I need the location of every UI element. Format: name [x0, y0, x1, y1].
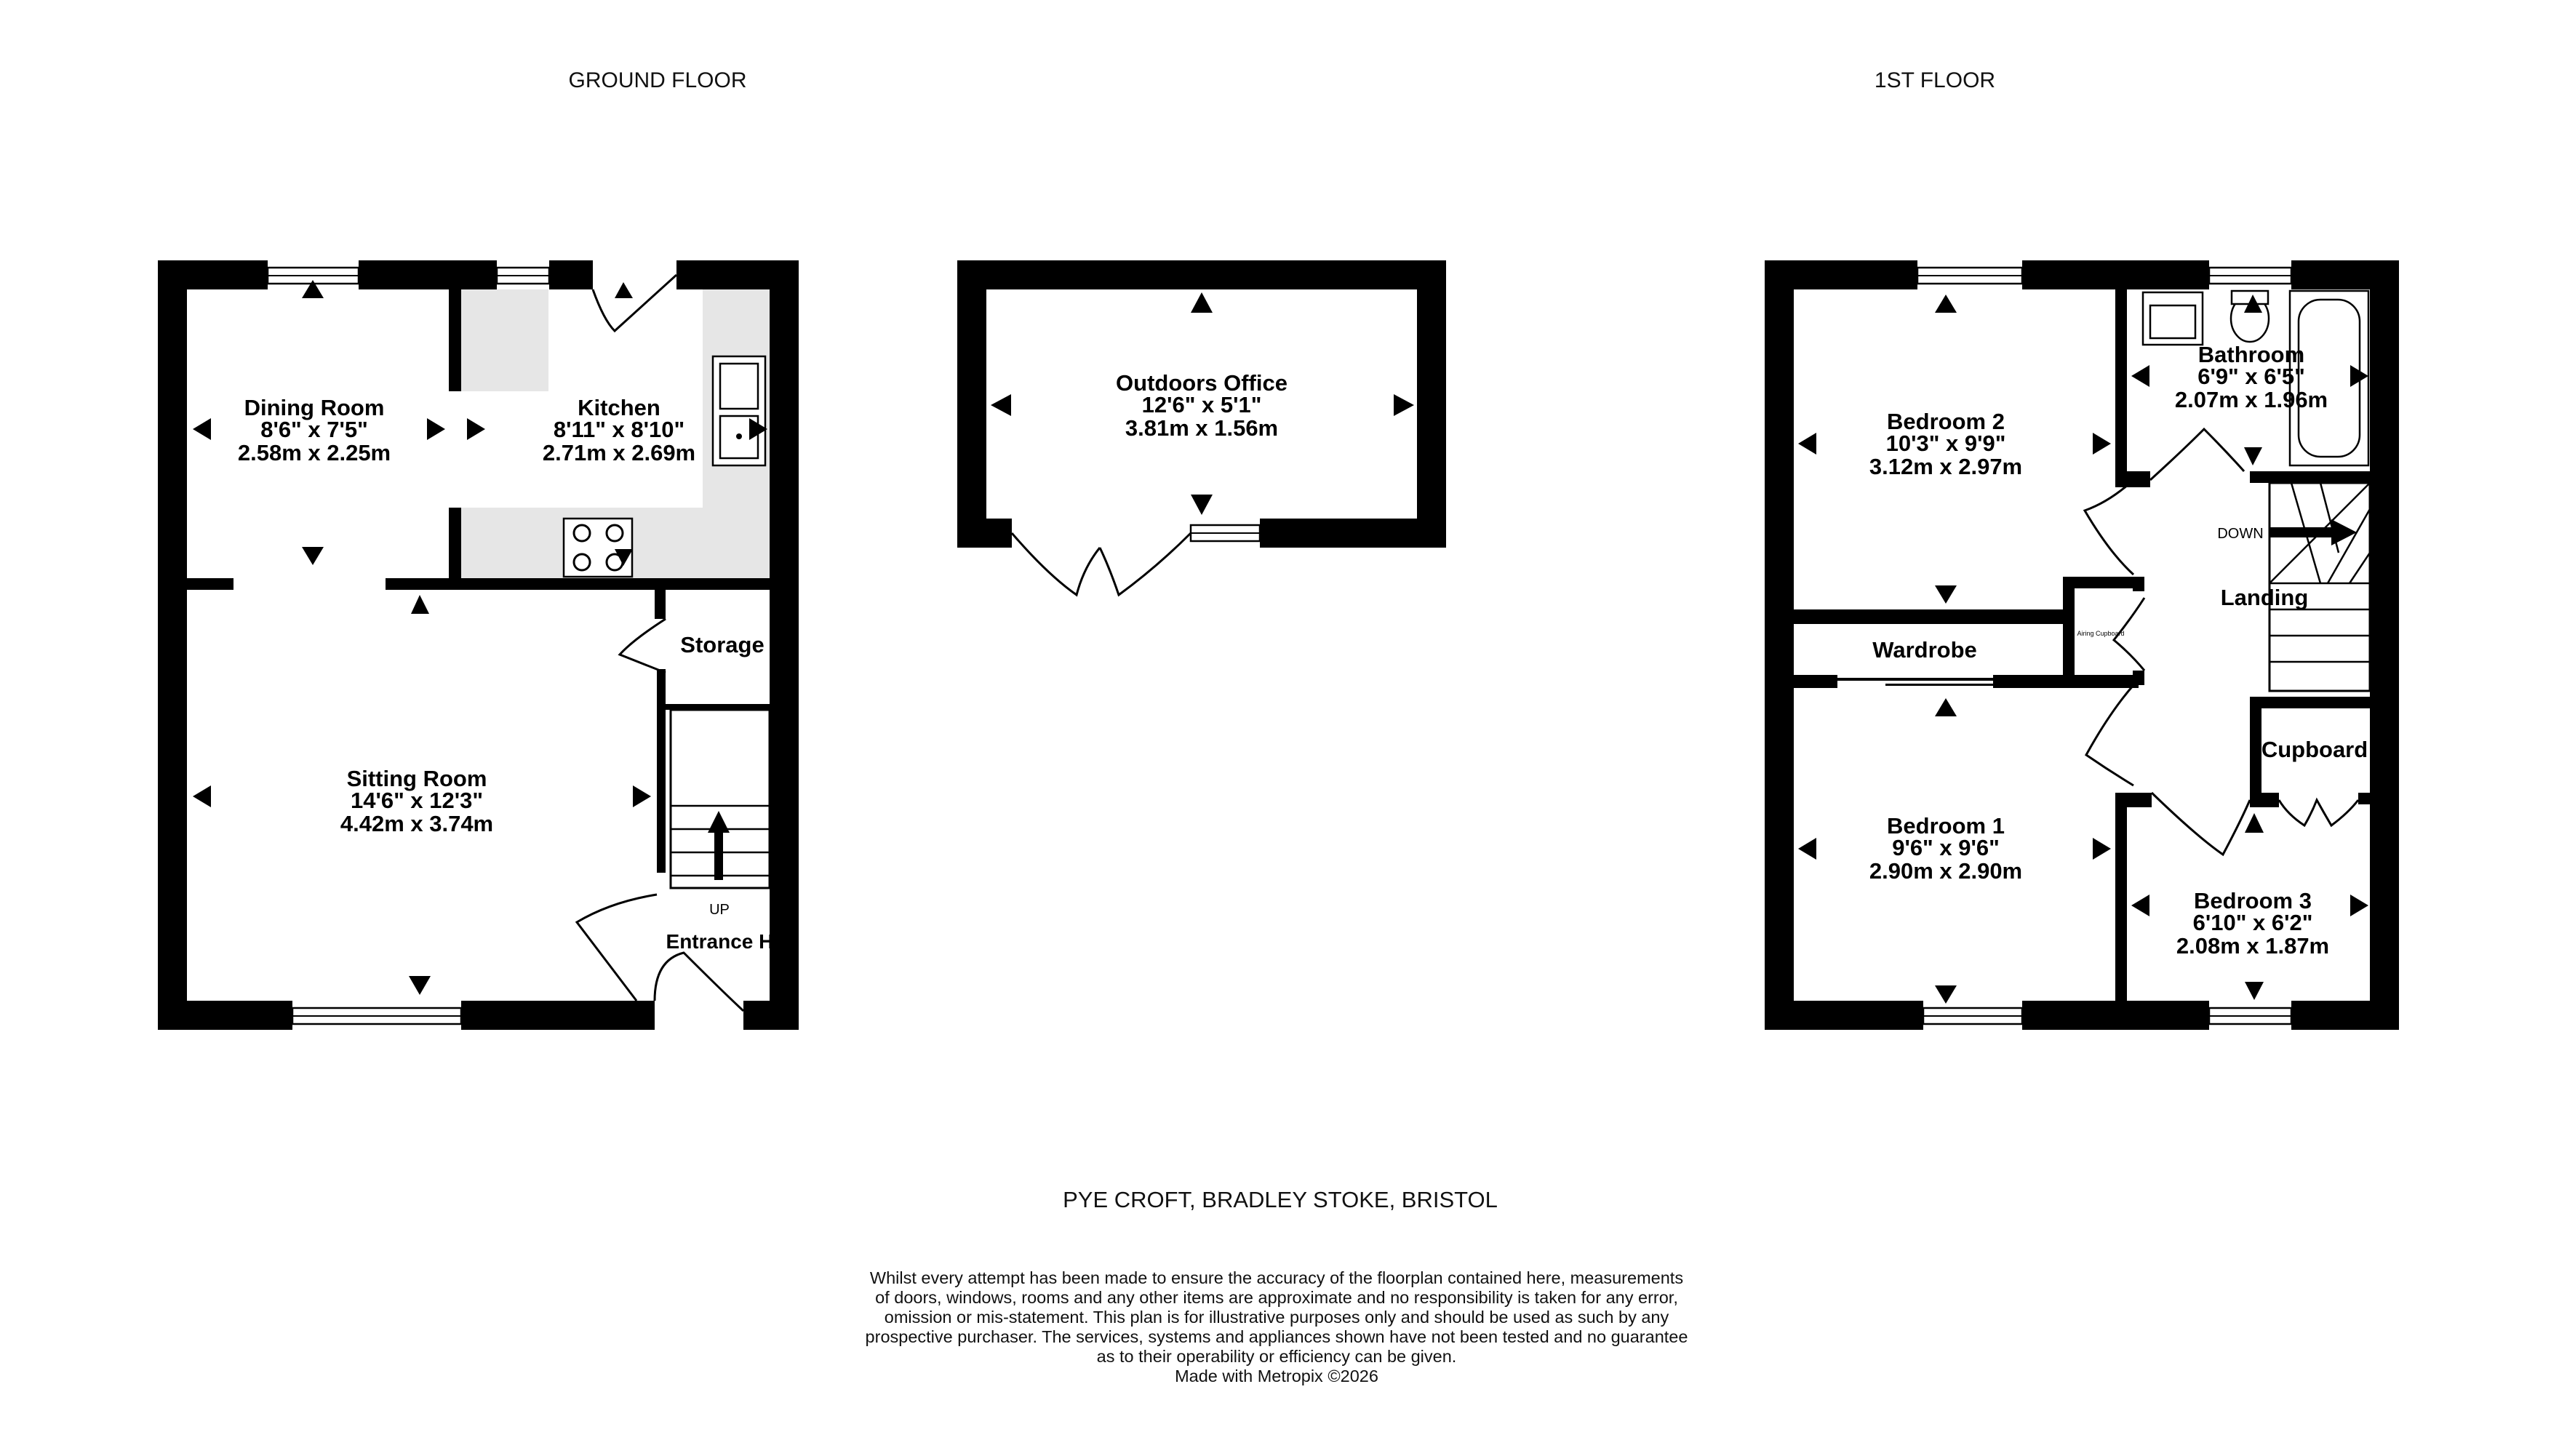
entrance-hall-label: Entrance Hall: [666, 930, 797, 953]
disclaimer: [837, 1268, 1717, 1386]
airing-cupboard-label: Airing Cupboard: [2077, 630, 2125, 637]
storage-label: Storage: [680, 632, 764, 657]
kitchen-back-door: [593, 275, 676, 331]
kitchen-hob: [564, 519, 632, 577]
bedroom1-metric: 2.90m x 2.90m: [1869, 858, 2023, 884]
kitchen-metric: 2.71m x 2.69m: [542, 440, 696, 465]
disclaimer-line: Made with Metropix ©2026: [1175, 1367, 1378, 1385]
storage-door: [620, 619, 666, 673]
bedroom2-imperial: 10'3" x 9'9": [1885, 431, 2006, 456]
disclaimer-line: prospective purchaser. The services, systems and appliances shown have not been tested and no guarantee: [865, 1327, 1688, 1346]
sitting-room-imperial: 14'6" x 12'3": [350, 788, 484, 813]
bedroom1-door: [2086, 685, 2133, 785]
ground-floor-title: GROUND FLOOR: [568, 68, 747, 92]
cupboard-doors: [2279, 800, 2358, 825]
bedroom2-door: [2085, 480, 2133, 575]
address: PYE CROFT, BRADLEY STOKE, BRISTOL: [1063, 1187, 1498, 1212]
disclaimer-line: Whilst every attempt has been made to ensure the accuracy of the floorplan contained here, measurements: [869, 1268, 1684, 1287]
office-metric: 3.81m x 1.56m: [1125, 415, 1279, 441]
landing-label: Landing: [2220, 585, 2309, 610]
bedroom3-metric: 2.08m x 1.87m: [2176, 933, 2330, 959]
kitchen-imperial: 8'11" x 8'10": [553, 417, 685, 442]
disclaimer-line: as to their operability or efficiency can be given.: [1096, 1347, 1457, 1366]
kitchen-sink: [713, 356, 765, 465]
wardrobe-label: Wardrobe: [1872, 637, 1977, 663]
dining-room-imperial: 8'6" x 7'5": [260, 417, 368, 442]
bathroom-door: [2150, 429, 2244, 480]
up-label: UP: [709, 902, 730, 918]
disclaimer-line: of doors, windows, rooms and any other items are approximate and no responsibility is taken for any error,: [875, 1288, 1678, 1307]
office-door-left: [1012, 533, 1100, 595]
down-label: DOWN: [2217, 526, 2264, 542]
disclaimer-line: omission or mis-statement. This plan is for illustrative purposes only and should be used as such by any: [884, 1308, 1669, 1327]
office-door-right: [1100, 533, 1191, 595]
front-door: [655, 953, 743, 1011]
office-imperial: 12'6" x 5'1": [1141, 392, 1262, 417]
office-name: Outdoors Office: [1116, 370, 1288, 396]
bathroom-name: Bathroom: [2197, 342, 2305, 367]
hall-door: [577, 895, 657, 1001]
bedroom3-door: [2152, 793, 2250, 855]
bedroom1-imperial: 9'6" x 9'6": [1892, 835, 2000, 860]
first-floor-title: 1ST FLOOR: [1874, 68, 1996, 92]
cupboard-label: Cupboard: [2261, 737, 2368, 762]
sitting-room-metric: 4.42m x 3.74m: [340, 811, 494, 836]
bedroom1-name: Bedroom 1: [1887, 813, 2005, 839]
bathroom-imperial: 6'9" x 6'5": [2197, 364, 2305, 389]
dining-room-metric: 2.58m x 2.25m: [237, 440, 391, 465]
kitchen-name: Kitchen: [578, 395, 660, 420]
bedroom3-name: Bedroom 3: [2194, 888, 2312, 913]
kitchen-counter-top: [461, 289, 548, 391]
sitting-room-name: Sitting Room: [346, 766, 487, 791]
ground-stairs: [671, 710, 770, 888]
bedroom3-imperial: 6'10" x 6'2": [2192, 910, 2313, 935]
dining-room-name: Dining Room: [244, 395, 385, 420]
bedroom2-name: Bedroom 2: [1887, 409, 2005, 434]
bathroom-metric: 2.07m x 1.96m: [2174, 387, 2328, 412]
bedroom2-metric: 3.12m x 2.97m: [1869, 454, 2023, 479]
